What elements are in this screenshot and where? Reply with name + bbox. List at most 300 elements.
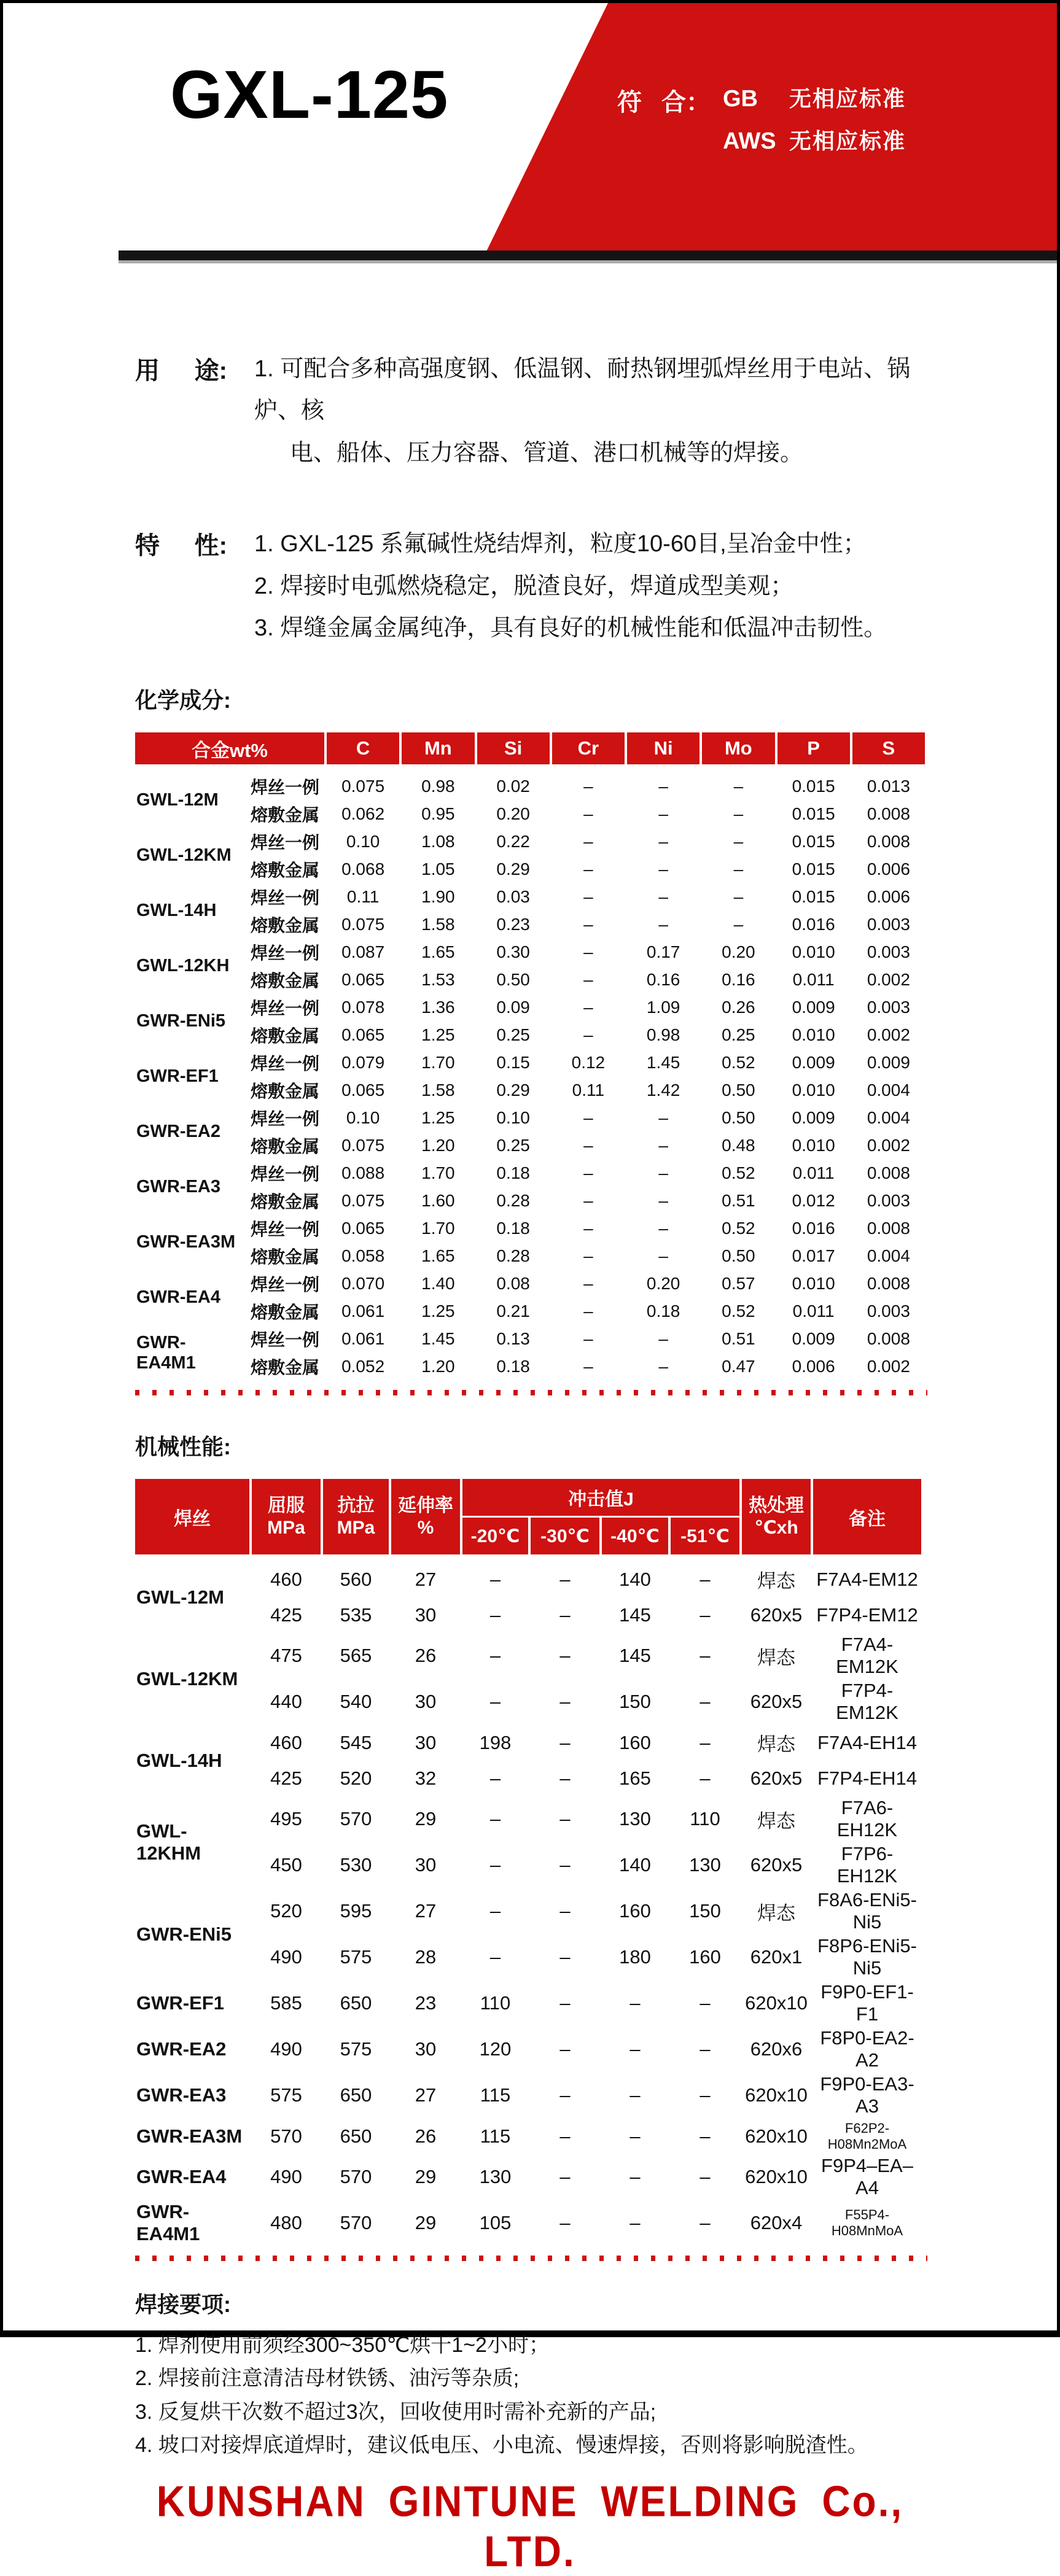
mech-column-header-elongation-line1: 延伸率 (398, 1495, 453, 1516)
impact-value: – (489, 1691, 501, 1713)
impact-value: – (489, 1808, 501, 1830)
chem-value: 0.008 (867, 804, 910, 824)
impact-value: 165 (619, 1767, 651, 1789)
impact-value: – (700, 2212, 711, 2234)
chem-value: 0.009 (792, 1108, 835, 1128)
chem-value: 0.015 (792, 777, 835, 796)
tensile-value: 520 (340, 1767, 372, 1789)
chem-value: – (583, 1246, 593, 1266)
remark-value: F7P6-EH12K (836, 1843, 898, 1887)
wire-name: GWL-12KM (136, 1667, 238, 1690)
impact-value: – (489, 1568, 501, 1590)
impact-value: – (700, 2038, 711, 2060)
page-header (3, 3, 1057, 250)
chem-value: – (658, 1329, 668, 1349)
impact-value: – (489, 1946, 501, 1968)
impact-temp-header: -30℃ (531, 1518, 599, 1554)
sample-type-label: 熔敷金属 (250, 1303, 319, 1322)
company-name: KUNSHAN GINTUNE WELDING Co., LTD. (156, 2477, 904, 2575)
sample-type-label: 焊丝一例 (250, 778, 319, 797)
chem-value: 0.065 (341, 1219, 385, 1238)
impact-value: 150 (619, 1691, 651, 1713)
remark-value: F7P4-EH14 (817, 1767, 917, 1789)
impact-value: – (559, 1900, 571, 1922)
chem-row (135, 939, 925, 965)
mech-header-row-top (135, 1479, 921, 1516)
features-line: 2. 焊接时电弧燃烧稳定，脱渣良好，焊道成型美观； (254, 573, 794, 599)
chem-value: 0.16 (722, 970, 755, 990)
chem-value: 0.003 (867, 942, 910, 962)
impact-value: – (489, 1604, 501, 1626)
chem-value: 0.003 (867, 998, 910, 1017)
alloy-name: GWR-EF1 (136, 1066, 219, 1087)
impact-value: – (700, 1731, 711, 1753)
wire-name: GWL-14H (136, 1749, 222, 1771)
chem-value: 0.15 (496, 1053, 530, 1073)
chem-row (135, 912, 925, 937)
remark-value: F7A6-EH12K (836, 1797, 898, 1841)
chem-value: 1.45 (646, 1053, 680, 1073)
sample-type-label: 熔敷金属 (250, 1137, 319, 1157)
notes-title: 焊接要项: (135, 2292, 231, 2318)
chem-value: 1.60 (421, 1191, 455, 1211)
chem-value: 0.004 (867, 1108, 910, 1128)
remark-value: F7P4-EM12 (816, 1604, 918, 1626)
chem-value: – (658, 1163, 668, 1183)
impact-value: 180 (619, 1946, 651, 1968)
chem-value: – (583, 915, 593, 934)
impact-value: 160 (619, 1900, 651, 1922)
chem-row (135, 995, 925, 1020)
impact-value: – (700, 1568, 711, 1590)
chem-section-title: 化学成分: (135, 688, 231, 713)
impact-value: – (700, 2166, 711, 2188)
chem-value: – (583, 942, 593, 962)
impact-value: 150 (689, 1900, 721, 1922)
tensile-value: 650 (340, 1992, 372, 2014)
heat-treatment-value: 620x5 (750, 1604, 803, 1626)
usage-label (135, 348, 227, 474)
note-line: 3. 反复烘干次数不超过3次，回收使用时需补充新的产品; (135, 2400, 657, 2424)
mech-column-header-wire: 焊丝 (135, 1479, 249, 1554)
chem-value: – (583, 1329, 593, 1349)
chem-value: – (583, 832, 593, 852)
chem-value: 0.062 (341, 804, 385, 824)
alloy-name: GWR-EA4 (136, 1287, 220, 1308)
remark-value: F8A6-ENi5-Ni5 (817, 1889, 917, 1933)
mech-column-header-yield (252, 1479, 321, 1554)
remark-value: F7A4-EM12 (816, 1568, 918, 1590)
impact-value: – (700, 1691, 711, 1713)
tensile-value: 650 (340, 2084, 372, 2106)
yield-value: 425 (270, 1604, 302, 1626)
alloy-name: GWR-EA2 (136, 1122, 220, 1142)
features-section (135, 523, 925, 649)
chem-value: 0.009 (792, 998, 835, 1017)
wire-name: GWR-EA3 (136, 2084, 227, 2106)
chem-value: 0.12 (571, 1053, 606, 1073)
yield-value: 425 (270, 1767, 302, 1789)
chem-value: 0.002 (867, 1025, 910, 1045)
impact-value: 145 (619, 1645, 651, 1667)
impact-value: – (700, 2125, 711, 2147)
chem-row (135, 1298, 925, 1324)
chem-value: 0.50 (722, 1080, 755, 1100)
chem-value: 1.20 (421, 1357, 455, 1376)
sample-type-label: 焊丝一例 (250, 1275, 319, 1295)
sample-type-label: 焊丝一例 (250, 833, 319, 853)
chem-value: 0.010 (792, 1274, 835, 1294)
heat-treatment-value: 焊态 (757, 1570, 795, 1593)
chem-value: 0.002 (867, 1136, 910, 1155)
tensile-value: 560 (340, 1568, 372, 1590)
impact-value: – (559, 1645, 571, 1667)
sample-type-label: 焊丝一例 (250, 944, 319, 963)
chem-value: 0.061 (341, 1329, 385, 1349)
chem-value: 0.070 (341, 1274, 385, 1294)
chem-value: – (733, 915, 744, 934)
usage-line: 电、船体、压力容器、管道、港口机械等的焊接。 (290, 440, 804, 466)
chem-value: 1.42 (646, 1080, 680, 1100)
impact-value: – (559, 1604, 571, 1626)
tensile-value: 650 (340, 2125, 372, 2147)
mechanical-properties-table (133, 1477, 924, 2247)
usage-label-char: 途: (194, 357, 227, 384)
mech-row (135, 1556, 921, 1596)
chem-column-header: S (852, 732, 925, 764)
wire-name: GWR-EA4 (136, 2166, 227, 2188)
chem-value: 0.006 (867, 859, 910, 879)
chem-value: 0.25 (722, 1025, 755, 1045)
mech-column-header-tensile-line1: 抗拉 (337, 1495, 375, 1516)
elongation-value: 30 (415, 1731, 437, 1753)
mech-row (135, 1889, 921, 1933)
chem-value: 1.20 (421, 1136, 455, 1155)
impact-value: – (559, 1568, 571, 1590)
chem-value: 0.087 (341, 942, 385, 962)
welding-notes-section (135, 2287, 925, 2462)
impact-value: – (559, 2084, 571, 2106)
alloy-name: GWL-12KM (136, 845, 232, 866)
red-dotted-divider (135, 1390, 927, 1395)
mech-row (135, 1843, 921, 1887)
chem-value: 0.13 (496, 1329, 530, 1349)
chem-row (135, 1133, 925, 1158)
impact-value: – (629, 2125, 641, 2147)
tensile-value: 575 (340, 1946, 372, 1968)
chem-value: 0.013 (867, 777, 910, 796)
impact-value: – (629, 2212, 641, 2234)
chem-value: – (583, 887, 593, 907)
sample-type-label: 焊丝一例 (250, 1165, 319, 1184)
chem-value: 1.25 (421, 1108, 455, 1128)
chem-value: 0.20 (496, 804, 530, 824)
elongation-value: 23 (415, 1992, 437, 2014)
impact-value: – (489, 1854, 501, 1876)
yield-value: 440 (270, 1691, 302, 1713)
chem-value: 0.003 (867, 1191, 910, 1211)
chem-value: 0.008 (867, 1219, 910, 1238)
chem-value: 0.002 (867, 970, 910, 990)
remark-value: F9P4–EA–A4 (821, 2155, 913, 2199)
chem-value: 0.061 (341, 1302, 385, 1321)
mech-row (135, 1680, 921, 1724)
remark-value: F62P2-H08Mn2MoA (827, 2120, 907, 2152)
chem-column-header: Mo (702, 732, 774, 764)
elongation-value: 29 (415, 1808, 437, 1830)
impact-value: – (559, 1808, 571, 1830)
yield-value: 520 (270, 1900, 302, 1922)
compliance-label (617, 82, 711, 155)
chem-row (135, 1326, 925, 1352)
impact-value: – (489, 1645, 501, 1667)
sample-type-label: 熔敷金属 (250, 861, 319, 880)
chem-value: 0.065 (341, 1025, 385, 1045)
mech-column-header-heat-treatment-line2: ℃xh (754, 1517, 798, 1538)
chem-value: 0.50 (722, 1108, 755, 1128)
yield-value: 585 (270, 1992, 302, 2014)
chem-value: 0.002 (867, 1357, 910, 1376)
chem-value: 0.16 (646, 970, 680, 990)
remark-value: F7P4-EM12K (836, 1680, 898, 1724)
chem-value: 1.05 (421, 859, 455, 879)
chem-value: 0.008 (867, 1274, 910, 1294)
chem-value: 0.09 (496, 998, 530, 1017)
chem-value: 0.052 (341, 1357, 385, 1376)
chem-table-head (135, 732, 925, 764)
chem-value: 0.010 (792, 1025, 835, 1045)
chem-row (135, 884, 925, 910)
chem-value: 0.50 (722, 1246, 755, 1266)
sample-type-label: 熔敷金属 (250, 1247, 319, 1267)
chem-value: 0.065 (341, 970, 385, 990)
chem-value: 0.008 (867, 832, 910, 852)
impact-temp-header: -40℃ (602, 1518, 668, 1554)
mech-column-header-yield-line1: 屈服 (268, 1495, 305, 1516)
wire-name: GWL-12M (136, 1586, 224, 1608)
remark-value: F8P6-ENi5-Ni5 (817, 1935, 917, 1979)
heat-treatment-value: 620x1 (750, 1946, 803, 1968)
chem-value: 0.009 (867, 1053, 910, 1073)
chem-value: 0.011 (792, 1163, 835, 1183)
chem-value: 0.52 (722, 1163, 755, 1183)
elongation-value: 29 (415, 2166, 437, 2188)
sample-type-label: 焊丝一例 (250, 1054, 319, 1074)
remark-value: F8P0-EA2-A2 (820, 2027, 914, 2071)
mech-row (135, 1598, 921, 1632)
chem-value: 0.28 (496, 1246, 530, 1266)
chem-value: 0.009 (792, 1329, 835, 1349)
wire-name: GWR-EF1 (136, 1992, 224, 2014)
features-line: 1. GXL-125 系氟碱性烧结焊剂，粒度10-60目,呈冶金中性； (254, 531, 867, 557)
impact-value: – (559, 1854, 571, 1876)
chem-value: 1.25 (421, 1025, 455, 1045)
mech-column-header-heat-treatment-line1: 热处理 (749, 1495, 804, 1516)
mech-column-header-impact: 冲击值J (462, 1479, 739, 1516)
impact-value: 130 (689, 1854, 721, 1876)
chem-value: 0.008 (867, 1163, 910, 1183)
elongation-value: 28 (415, 1946, 437, 1968)
standard-name: GB (723, 86, 758, 112)
chem-value: 0.075 (341, 777, 385, 796)
tensile-value: 565 (340, 1645, 372, 1667)
chem-value: 0.065 (341, 1080, 385, 1100)
chem-value: 0.004 (867, 1080, 910, 1100)
chem-value: 0.10 (496, 1108, 530, 1128)
chem-value: 0.25 (496, 1136, 530, 1155)
mech-column-header-tensile-line2: MPa (337, 1517, 375, 1538)
chem-value: 0.26 (722, 998, 755, 1017)
chem-value: 0.20 (722, 942, 755, 962)
impact-value: 120 (479, 2038, 512, 2060)
chem-value: 0.075 (341, 1191, 385, 1211)
chem-value: 0.075 (341, 1136, 385, 1155)
impact-value: 115 (480, 2125, 511, 2147)
tensile-value: 540 (340, 1691, 372, 1713)
compliance-row-aws (723, 124, 906, 155)
chem-value: 0.058 (341, 1246, 385, 1266)
impact-value: – (559, 2125, 571, 2147)
wire-name: GWR-EA3M (136, 2125, 243, 2147)
chem-value: 0.18 (496, 1163, 530, 1183)
chem-value: 0.29 (496, 1080, 530, 1100)
mech-section-title: 机械性能: (135, 1434, 231, 1460)
chem-value: 0.006 (867, 887, 910, 907)
chem-value: 0.98 (646, 1025, 680, 1045)
wire-name: GWR-EA4M1 (136, 2201, 200, 2245)
chem-row (135, 1050, 925, 1076)
chem-value: 0.011 (792, 1302, 835, 1321)
chem-value: 0.08 (496, 1274, 530, 1294)
impact-value: – (489, 1900, 501, 1922)
alloy-name: GWL-12KH (136, 956, 230, 976)
chem-value: 0.22 (496, 832, 530, 852)
chem-value: 0.51 (722, 1329, 755, 1349)
chem-value: 1.09 (646, 998, 680, 1017)
chem-column-header: 合金wt% (135, 732, 324, 764)
alloy-name: GWR-EA4M1 (136, 1332, 196, 1373)
chem-value: 0.015 (792, 859, 835, 879)
impact-value: – (700, 1767, 711, 1789)
mech-column-header-elongation-line2: % (417, 1517, 434, 1538)
mech-table-head (135, 1479, 921, 1554)
chem-value: 0.015 (792, 804, 835, 824)
tensile-value: 575 (340, 2038, 372, 2060)
chemical-composition-table (133, 731, 927, 1381)
alloy-name: GWR-EA3 (136, 1177, 220, 1197)
chem-value: 0.47 (722, 1357, 755, 1376)
mech-row (135, 1981, 921, 2025)
chem-value: 0.95 (421, 804, 455, 824)
chem-value: 0.28 (496, 1191, 530, 1211)
impact-value: – (629, 1992, 641, 2014)
impact-value: – (700, 1604, 711, 1626)
chem-column-header: P (777, 732, 850, 764)
chem-row (135, 1216, 925, 1241)
chem-value: 1.90 (421, 887, 455, 907)
yield-value: 490 (270, 2038, 302, 2060)
note-line: 1. 焊剂使用前须经300~350℃烘干1~2小时； (135, 2333, 550, 2357)
mech-table-body (135, 1556, 921, 2245)
chem-row (135, 1105, 925, 1131)
chem-value: – (583, 970, 593, 990)
standard-status: 无相应标准 (789, 86, 906, 111)
chem-value: – (733, 804, 744, 824)
alloy-name: GWL-14H (136, 901, 217, 921)
chem-value: 0.02 (496, 777, 530, 796)
chem-value: 0.003 (867, 915, 910, 934)
chem-value: – (583, 1191, 593, 1211)
chem-value: – (583, 998, 593, 1017)
chem-value: – (658, 887, 668, 907)
chem-value: 1.65 (421, 1246, 455, 1266)
chem-value: – (658, 1191, 668, 1211)
chem-row (135, 801, 925, 827)
chem-value: 0.016 (792, 915, 835, 934)
impact-value: – (629, 2038, 641, 2060)
wire-name: GWR-EA2 (136, 2038, 227, 2060)
chem-value: – (658, 777, 668, 796)
mech-row (135, 1935, 921, 1979)
chem-value: 0.18 (646, 1302, 680, 1321)
chem-value: 1.40 (421, 1274, 455, 1294)
remark-value: F9P0-EF1-F1 (820, 1981, 914, 2025)
chem-column-header: Si (477, 732, 550, 764)
sample-type-label: 熔敷金属 (250, 1082, 319, 1101)
yield-value: 460 (270, 1568, 302, 1590)
features-label-char: 性: (194, 532, 227, 560)
impact-value: 160 (619, 1731, 651, 1753)
chem-row (135, 829, 925, 855)
chem-value: – (733, 887, 744, 907)
chem-value: 0.10 (346, 1108, 380, 1128)
heat-treatment-value: 620x10 (745, 2084, 808, 2106)
standard-name: AWS (723, 128, 776, 154)
compliance-block (617, 82, 906, 155)
sample-type-label: 熔敷金属 (250, 1026, 319, 1046)
compliance-label-char: 符 (617, 89, 642, 116)
note-line: 4. 坡口对接焊底道焊时，建议低电压、小电流、慢速焊接，否则将影响脱渣性。 (135, 2434, 868, 2458)
impact-value: 130 (479, 2166, 512, 2188)
chem-value: – (583, 1108, 593, 1128)
chem-value: 0.078 (341, 998, 385, 1017)
chem-value: 0.57 (722, 1274, 755, 1294)
heat-treatment-value: 620x10 (745, 2125, 808, 2147)
chem-value: – (583, 1136, 593, 1155)
heat-treatment-value: 620x5 (750, 1691, 803, 1713)
mech-row (135, 1726, 921, 1759)
heat-treatment-value: 620x4 (750, 2212, 803, 2234)
heat-treatment-value: 620x5 (750, 1767, 803, 1789)
elongation-value: 29 (415, 2212, 437, 2234)
chem-column-header: Ni (627, 732, 700, 764)
heat-treatment-value: 620x5 (750, 1854, 803, 1876)
usage-section (135, 348, 925, 474)
tensile-value: 545 (340, 1731, 372, 1753)
heat-treatment-value: 620x10 (745, 2166, 808, 2188)
mech-row (135, 2155, 921, 2199)
chem-value: 0.016 (792, 1219, 835, 1238)
impact-value: 160 (689, 1946, 721, 1968)
impact-value: 130 (619, 1808, 651, 1830)
elongation-value: 30 (415, 1854, 437, 1876)
chem-row (135, 1160, 925, 1186)
impact-value: – (700, 2084, 711, 2106)
sample-type-label: 熔敷金属 (250, 916, 319, 936)
chem-value: 0.10 (346, 832, 380, 852)
heat-treatment-value: 焊态 (757, 1647, 795, 1669)
usage-line: 1. 可配合多种高强度钢、低温钢、耐热钢埋弧焊丝用于电站、锅炉、核 (254, 356, 911, 424)
